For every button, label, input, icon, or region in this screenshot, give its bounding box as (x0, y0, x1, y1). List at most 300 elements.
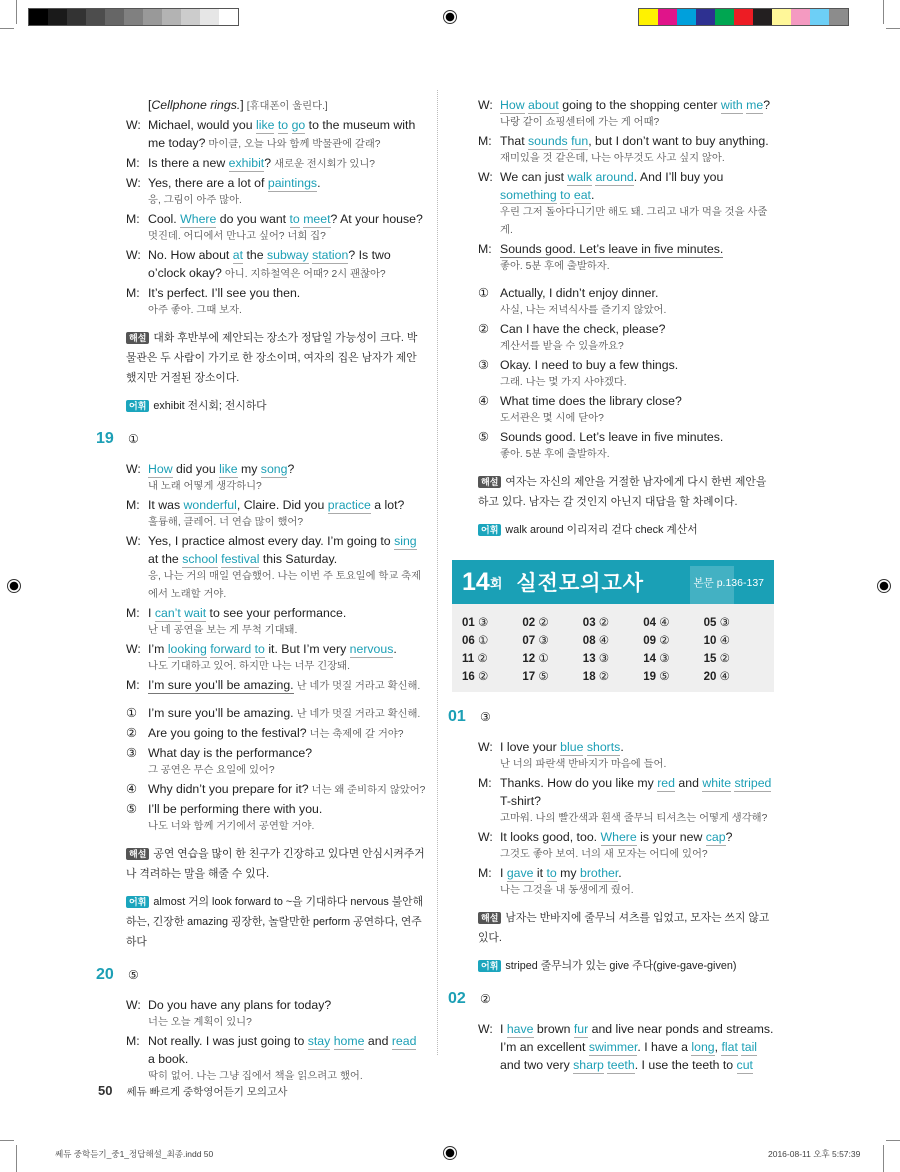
option-number: ① (126, 706, 138, 720)
option-number: ② (126, 726, 138, 740)
question-answer: ① (128, 432, 139, 446)
dialogue-line (126, 174, 426, 210)
option-text (500, 428, 778, 464)
text-segment: going to the shopping center (558, 98, 721, 112)
text-segment: I (148, 606, 155, 620)
korean-translation: 나는 그것을 내 동생에게 줬어. (500, 885, 634, 896)
test-number-suffix: 회 (489, 575, 503, 591)
answer-option (478, 428, 778, 464)
answer-cell (462, 668, 522, 686)
color-swatch (639, 9, 658, 25)
crop-mark (0, 1140, 14, 1141)
option-english: Okay. I need to buy a few things. (500, 358, 679, 372)
answer-choice: ③ (538, 635, 549, 647)
option-text (500, 356, 778, 392)
korean-translation: 난 네 공연을 보는 게 무척 기대돼. (148, 625, 298, 636)
key-word: red (657, 776, 675, 790)
key-word: practice (327, 498, 371, 512)
speaker-label: W: (126, 176, 141, 190)
korean-translation: 난 네가 멋질 거라고 확신해. (296, 709, 421, 720)
answer-cell (522, 614, 582, 632)
key-word: How (500, 98, 525, 112)
dialogue-text (148, 532, 426, 604)
text-segment: ? Is two o’clock okay? (148, 248, 391, 280)
note-tag: 해설 (478, 476, 501, 488)
text-segment: , (714, 1040, 722, 1054)
korean-translation: 난 네가 멋질 거라고 확신해. (296, 681, 421, 692)
key-word: to (560, 188, 571, 202)
key-word: meet (303, 212, 331, 226)
answer-choice: ④ (659, 617, 670, 629)
answer-choice: ④ (598, 635, 610, 647)
korean-translation: 너는 축제에 갈 거야? (309, 729, 404, 740)
answer-question-number: 05 (703, 617, 717, 629)
korean-translation: 딱히 없어. 나는 그냥 집에서 책을 읽으려고 했어. (148, 1071, 363, 1082)
speaker-label: W: (478, 830, 493, 844)
dialogue-line (126, 210, 426, 246)
text-segment: No. How about (148, 248, 233, 262)
answer-cell (704, 632, 764, 650)
left-column (96, 96, 426, 1086)
option-english: I’m sure you’ll be amazing. (148, 706, 294, 720)
page-number: 50 (98, 1083, 113, 1098)
question-header (96, 964, 426, 986)
gray-swatch (124, 9, 143, 25)
text-segment: That (500, 134, 529, 148)
dialogue-text (148, 604, 426, 640)
answer-option (126, 800, 426, 836)
answer-cell (643, 650, 703, 668)
speaker-label: W: (126, 462, 141, 476)
speaker-label: W: (478, 170, 493, 184)
color-swatch (715, 9, 734, 25)
color-swatch (734, 9, 753, 25)
answer-option (126, 704, 426, 724)
text-segment: a lot? (370, 498, 405, 512)
answer-option (478, 392, 778, 428)
answer-choice: ③ (598, 653, 610, 665)
gray-swatch (219, 9, 238, 25)
question-answer: ② (480, 992, 491, 1006)
answer-choice: ② (538, 617, 549, 629)
registration-mark-icon (443, 10, 457, 24)
text-segment: Do you have any plans for today? (148, 998, 332, 1012)
key-word: white (702, 776, 732, 790)
text-segment: ? (763, 98, 771, 112)
answer-choice: ② (477, 653, 488, 665)
registration-mark-icon (7, 579, 21, 593)
vocabulary-note (126, 396, 426, 416)
note-tag: 어휘 (126, 400, 149, 412)
answer-option (126, 724, 426, 744)
key-word: to (277, 118, 289, 132)
korean-translation: 나도 기대하고 있어. 하지만 나는 너무 긴장돼. (148, 661, 350, 672)
key-word: read (391, 1034, 417, 1048)
dialogue-line (478, 240, 778, 276)
key-word: like (256, 118, 275, 132)
answer-question-number: 17 (522, 671, 536, 683)
answer-choice: ⑤ (659, 671, 670, 683)
text-segment: [ (148, 98, 152, 112)
answer-choice: ⑤ (538, 671, 549, 683)
note-tag: 어휘 (478, 524, 501, 536)
question-number: 19 (96, 430, 114, 447)
crop-mark (16, 1145, 17, 1172)
text-segment: It looks good, too. (500, 830, 601, 844)
korean-translation: 좋아. 5분 후에 출발하자. (500, 261, 610, 272)
explanation-note (478, 908, 778, 948)
answer-choice: ① (478, 635, 489, 647)
crop-mark (886, 1140, 900, 1141)
korean-translation: 아주 좋아. 그때 보자. (148, 305, 242, 316)
text-segment: to the museum with me today? (148, 118, 416, 150)
option-number: ⑤ (126, 802, 138, 816)
speaker-label: M: (126, 678, 140, 692)
answer-question-number: 03 (582, 617, 596, 629)
dialogue-line (478, 1020, 778, 1074)
answer-question-number: 13 (582, 653, 596, 665)
note-text: 남자는 반바지에 줄무늬 셔츠를 입었고, 모자는 쓰지 않고 있다. (478, 912, 770, 944)
key-word: swimmer (588, 1040, 638, 1054)
text-segment: I love your (500, 740, 561, 754)
option-number: ② (478, 322, 490, 336)
speaker-label: M: (478, 776, 492, 790)
option-text (500, 320, 778, 356)
text-segment: I’m (148, 642, 168, 656)
key-word: school (182, 552, 218, 566)
key-word: sounds (528, 134, 568, 148)
speaker-label: W: (126, 248, 141, 262)
text-segment: and two very (500, 1058, 574, 1072)
key-word: to (546, 866, 557, 880)
dialogue-text (148, 996, 426, 1032)
text-segment: it (533, 866, 547, 880)
text-segment: at the (148, 552, 183, 566)
book-title: 쎄듀 빠르게 중학영어듣기 모의고사 (126, 1086, 288, 1098)
dialogue-text (148, 1032, 426, 1086)
answer-question-number: 20 (703, 671, 717, 683)
korean-translation: 도서관은 몇 시에 닫아? (500, 413, 604, 424)
key-word: me (746, 98, 764, 112)
option-text (148, 800, 426, 836)
korean-translation: 너는 오늘 계획이 있니? (148, 1017, 252, 1028)
speaker-label: W: (126, 998, 141, 1012)
key-word: home (333, 1034, 365, 1048)
answer-question-number: 01 (462, 617, 475, 629)
option-number: ③ (126, 746, 138, 760)
speaker-label: W: (478, 98, 493, 112)
answer-choice: ② (598, 617, 610, 629)
key-word: long (691, 1040, 715, 1054)
note-text: walk around 이리저리 걷다 check 계산서 (505, 524, 698, 536)
dialogue-text (148, 246, 426, 284)
answer-option (478, 320, 778, 356)
text-segment: . (590, 188, 595, 202)
text-segment: my (556, 866, 580, 880)
text-segment: to see your performance. (206, 606, 347, 620)
text-segment: ? At your house? (330, 212, 423, 226)
korean-translation: 나도 너와 함께 거기에서 공연할 거야. (148, 821, 315, 832)
korean-translation: [휴대폰이 울린다.] (246, 101, 328, 112)
dialogue-text (500, 132, 778, 168)
answer-question-number: 02 (522, 617, 536, 629)
key-word: around (595, 170, 634, 184)
answer-choice: ② (659, 635, 670, 647)
dialogue-line (126, 154, 426, 174)
color-swatch (810, 9, 829, 25)
answer-choice: ② (719, 653, 730, 665)
korean-translation: 나랑 같이 쇼핑센터에 가는 게 어때? (500, 117, 660, 128)
dialogue-line (126, 460, 426, 496)
text-segment: I (500, 1022, 507, 1036)
dialogue-line (126, 532, 426, 604)
text-segment: do you want (216, 212, 290, 226)
korean-translation: 마이클, 오늘 나와 함께 박물관에 갈래? (208, 139, 381, 150)
answer-cell (583, 632, 643, 650)
option-number: ⑤ (478, 430, 490, 444)
key-word: wait (184, 606, 207, 620)
option-english: Can I have the check, please? (500, 322, 666, 336)
option-number: ① (478, 286, 490, 300)
dialogue-text (148, 210, 426, 246)
key-word: Where (600, 830, 637, 844)
option-text (148, 780, 426, 800)
option-number: ④ (478, 394, 490, 408)
dialogue-text (148, 174, 426, 210)
answer-cell (522, 668, 582, 686)
answer-choice: ④ (719, 635, 730, 647)
answer-option (478, 284, 778, 320)
answer-question-number: 16 (462, 671, 475, 683)
dialogue-text (148, 154, 426, 174)
answer-question-number: 14 (643, 653, 656, 665)
question-number: 20 (96, 966, 114, 983)
korean-translation: 고마워. 나의 빨간색과 흰색 줄무늬 티셔츠는 어떻게 생각해? (500, 813, 768, 824)
text-segment: . (317, 176, 321, 190)
korean-translation: 응, 나는 거의 매일 연습했어. 나는 이번 주 토요일에 학교 축제에서 노래할 거야. (148, 571, 422, 600)
korean-translation: 계산서를 받을 수 있을까요? (500, 341, 624, 352)
note-tag: 어휘 (478, 960, 501, 972)
answer-cell (583, 614, 643, 632)
slug-timestamp: 2016-08-11 오후 5:57:39 (768, 1149, 861, 1159)
key-word: exhibit (228, 156, 265, 170)
answer-question-number: 07 (522, 635, 536, 647)
answer-cell (704, 668, 764, 686)
text-segment: T-shirt? (500, 794, 541, 808)
dialogue-line (126, 96, 426, 116)
text-segment: . (393, 642, 397, 656)
answer-option (478, 356, 778, 392)
dialogue-line (126, 496, 426, 532)
key-word: eat (573, 188, 591, 202)
note-text: 공연 연습을 많이 한 친구가 긴장하고 있다면 안심시켜주거나 격려하는 말을 해줄 수 있다. (126, 848, 425, 880)
answer-key-box (452, 560, 774, 692)
korean-translation: 난 너의 파란색 반바지가 마음에 들어. (500, 759, 667, 770)
speaker-label: M: (126, 498, 140, 512)
column-divider (437, 90, 438, 1055)
option-english: Sounds good. Let’s leave in five minutes. (500, 430, 724, 444)
text-segment: Yes, I practice almost every day. I’m going to (148, 534, 395, 548)
color-swatch (753, 9, 772, 25)
korean-translation: 너는 왜 준비하지 않았어? (311, 785, 426, 796)
key-word: gave (506, 866, 534, 880)
option-english: I’ll be performing there with you. (148, 802, 323, 816)
text-segment: It’s perfect. I’ll see you then. (148, 286, 301, 300)
gray-swatch (162, 9, 181, 25)
dialogue-line (478, 168, 778, 240)
text-segment: ? (725, 830, 733, 844)
dialogue-line (126, 246, 426, 284)
key-word: walk (567, 170, 593, 184)
spacer (126, 696, 426, 704)
text-segment: Cellphone rings. (151, 98, 241, 112)
text-segment: the (243, 248, 267, 262)
key-word: can’t (154, 606, 181, 620)
dialogue-text (500, 96, 778, 132)
korean-translation: 그것도 좋아 보여. 너의 새 모자는 어디에 있어? (500, 849, 708, 860)
text-segment: brown (533, 1022, 574, 1036)
option-english: Actually, I didn’t enjoy dinner. (500, 286, 659, 300)
text-segment: and (674, 776, 703, 790)
key-word: tail (741, 1040, 758, 1054)
key-word: teeth (607, 1058, 635, 1072)
key-word: wonderful (183, 498, 237, 512)
key-word: blue (560, 740, 584, 754)
answer-question-number: 18 (582, 671, 596, 683)
dialogue-line (126, 604, 426, 640)
speaker-label: W: (126, 118, 141, 132)
dialogue-line (478, 774, 778, 828)
text-segment: and live near ponds and streams. I’m an excellent (500, 1022, 774, 1054)
note-text: 대화 후반부에 제안되는 장소가 정답일 가능성이 크다. 박물관은 두 사람이 가기로 한 장소이며, 여자의 집은 남자가 제안했지만 거절된 장소이다. (126, 332, 418, 384)
answer-cell (643, 632, 703, 650)
answer-cell (643, 614, 703, 632)
speaker-label: M: (126, 606, 140, 620)
right-column (448, 96, 778, 1074)
speaker-label: W: (478, 1022, 493, 1036)
text-segment: Cool. (148, 212, 181, 226)
dialogue-line (478, 864, 778, 900)
test-title: 실전모의고사 (516, 572, 645, 595)
text-segment: this Saturday. (259, 552, 338, 566)
answer-choice: ① (538, 653, 549, 665)
note-tag: 해설 (126, 332, 149, 344)
speaker-label: M: (126, 1034, 140, 1048)
gray-swatch (181, 9, 200, 25)
registration-mark-icon (877, 579, 891, 593)
speaker-label: M: (478, 242, 492, 256)
dialogue-line (478, 96, 778, 132)
speaker-label: W: (126, 642, 141, 656)
key-word: fun (571, 134, 589, 148)
gray-swatch (48, 9, 67, 25)
color-swatch (696, 9, 715, 25)
answer-question-number: 08 (582, 635, 596, 647)
text-segment: is your new (636, 830, 706, 844)
key-word: sharp (573, 1058, 604, 1072)
question-header (96, 428, 426, 450)
option-english: Why didn’t you prepare for it? (148, 782, 309, 796)
answer-question-number: 04 (643, 617, 656, 629)
key-word: looking (167, 642, 207, 656)
answer-cell (522, 632, 582, 650)
option-english: Are you going to the festival? (148, 726, 307, 740)
option-english: What time does the library close? (500, 394, 682, 408)
key-word: go (291, 118, 306, 132)
korean-translation: 훌륭해, 클레어. 너 연습 많이 했어? (148, 517, 304, 528)
answer-sentence: Sounds good. Let’s leave in five minutes. (500, 242, 724, 256)
korean-translation: 멋진데. 어디에서 만나고 싶어? 너희 집? (148, 231, 326, 242)
gray-swatch (105, 9, 124, 25)
key-word: flat (721, 1040, 738, 1054)
text-segment: It was (148, 498, 184, 512)
crop-mark (0, 28, 14, 29)
speaker-label: W: (478, 740, 493, 754)
korean-translation: 사실, 나는 저녁식사를 즐기지 않았어. (500, 305, 667, 316)
text-segment: a book. (148, 1052, 189, 1066)
gray-swatch (67, 9, 86, 25)
color-swatch (677, 9, 696, 25)
key-word: striped (734, 776, 772, 790)
key-word: fur (573, 1022, 589, 1036)
dialogue-line (126, 284, 426, 320)
option-english: What day is the performance? (148, 746, 313, 760)
dialogue-line (478, 828, 778, 864)
answer-cell (522, 650, 582, 668)
text-segment: it. But I’m very (264, 642, 350, 656)
vocabulary-note (126, 892, 426, 952)
dialogue-text (148, 460, 426, 496)
answer-option (126, 744, 426, 780)
key-word: like (219, 462, 238, 476)
dialogue-text (500, 828, 778, 864)
answer-grid (452, 604, 774, 692)
answer-sentence: I’m sure you’ll be amazing. (148, 678, 294, 692)
text-segment: , but I don’t want to buy anything. (588, 134, 769, 148)
note-text: striped 줄무늬가 있는 give 주다(give-gave-given) (505, 960, 737, 972)
key-word: nervous (349, 642, 394, 656)
color-swatch (791, 9, 810, 25)
option-text (148, 704, 426, 724)
option-text (500, 392, 778, 428)
dialogue-text (148, 496, 426, 532)
speaker-label: M: (126, 286, 140, 300)
key-word: shorts (586, 740, 621, 754)
key-word: subway (266, 248, 309, 262)
key-word: festival (221, 552, 260, 566)
explanation-note (126, 844, 426, 884)
answer-question-number: 12 (522, 653, 536, 665)
answer-cell (643, 668, 703, 686)
dialogue-text (500, 240, 778, 276)
page-footer (98, 1083, 287, 1099)
answer-question-number: 15 (703, 653, 717, 665)
vocabulary-note (478, 520, 778, 540)
text-segment: Thanks. How do you like my (500, 776, 658, 790)
text-segment: . (620, 740, 624, 754)
text-segment: . And I’ll buy you (633, 170, 724, 184)
question-answer: ③ (480, 710, 491, 724)
dialogue-text (500, 864, 778, 900)
key-word: station (312, 248, 349, 262)
note-text: almost 거의 look forward to ~을 기대하다 nervous 불안해 하는, 긴장한 amazing 굉장한, 놀랄만한 perform 공연하다, 연주하다 (126, 896, 424, 948)
korean-translation: 좋아. 5분 후에 출발하자. (500, 449, 610, 460)
speaker-label: M: (126, 212, 140, 226)
answer-cell (704, 650, 764, 668)
text-segment: I (500, 866, 507, 880)
option-text (148, 744, 426, 780)
key-word: to (289, 212, 300, 226)
